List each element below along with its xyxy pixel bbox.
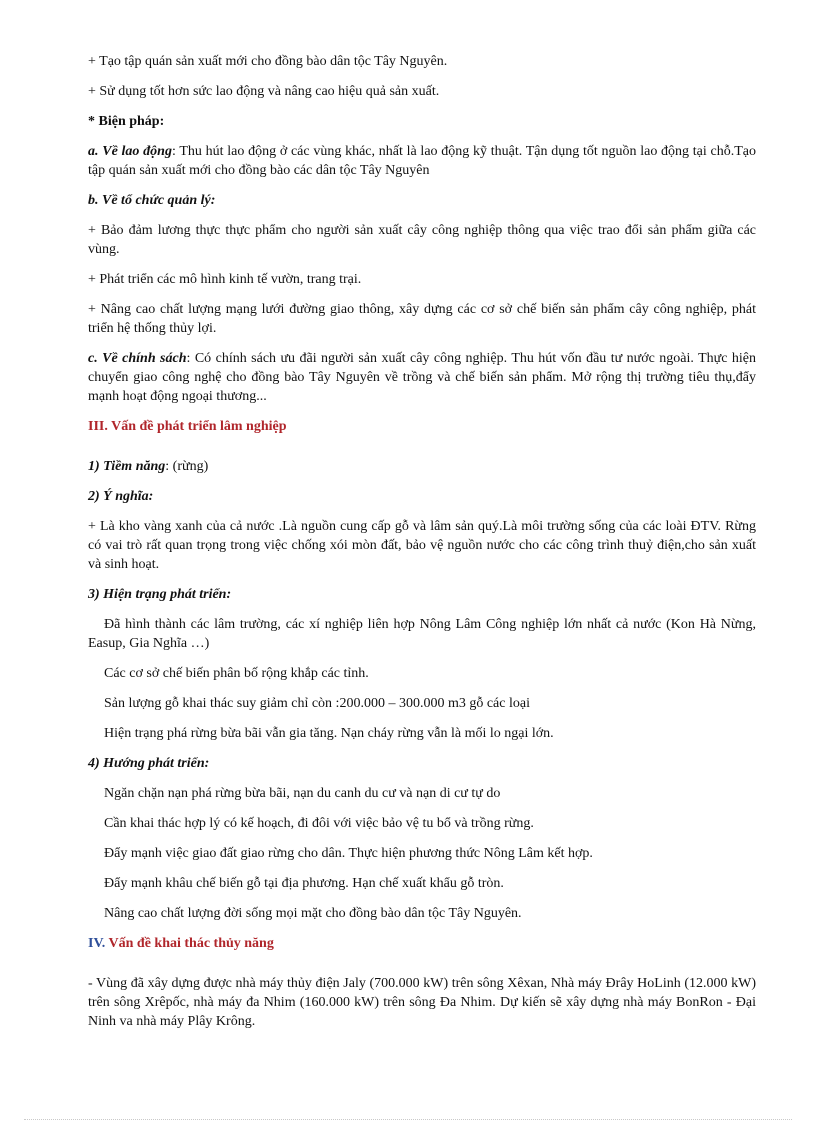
paragraph: + Sử dụng tốt hơn sức lao động và nâng cao hiệu quả sản xuất.	[88, 84, 440, 99]
paragraph: Sản lượng gỗ khai thác suy giảm chỉ còn :200.000 – 300.000 m3 gỗ các loại	[104, 696, 530, 711]
paragraph: + Bảo đảm lương thực thực phẩm cho người sản xuất cây công nghiệp thông qua việc trao đổi sản phẩm giữa các vùng.	[88, 223, 756, 257]
paragraph-tiem-nang: 1) Tiềm năng: (rừng)	[88, 459, 209, 474]
paragraph: Ngăn chặn nạn phá rừng bừa bãi, nạn du canh du cư và nạn di cư tự do	[104, 786, 501, 801]
paragraph: Hiện trạng phá rừng bừa bãi vẫn gia tăng. Nạn cháy rừng vẫn là mối lo ngại lớn.	[104, 726, 554, 741]
section-heading-iii: III. Vấn đề phát triển lâm nghiệp	[88, 419, 287, 434]
paragraph-lao-dong: a. Về lao động: Thu hút lao động ở các vùng khác, nhất là lao động kỹ thuật. Tận dụng tốt nguồn lao động tại chỗ.Tạo tập quán sản xuất mới cho đồng bào các dân tộc Tây Nguyên	[88, 144, 757, 178]
subheading-hien-trang: 3) Hiện trạng phát triển:	[88, 587, 232, 602]
paragraph: + Tạo tập quán sản xuất mới cho đồng bào dân tộc Tây Nguyên.	[88, 54, 448, 69]
paragraph-chinh-sach: c. Về chính sách: Có chính sách ưu đãi người sản xuất cây công nghiệp. Thu hút vốn đầu tư nước ngoài. Thực hiện chuyển giao công nghệ cho đồng bào Tây Nguyên về trồng và chế biến sản phẩm. Mở rộng thị trường tiêu thụ,đẩy mạnh hoạt động ngoại thương...	[88, 351, 756, 404]
document-body	[88, 52, 756, 1042]
subheading-huong-phat-trien: 4) Hướng phát triển:	[88, 756, 210, 771]
paragraph: Đã hình thành các lâm trường, các xí nghiệp liên hợp Nông Lâm Công nghiệp lớn nhất cả nước (Kon Hà Nừng, Easup, Gia Nghĩa …)	[88, 617, 756, 651]
paragraph: Nâng cao chất lượng đời sống mọi mặt cho đồng bào dân tộc Tây Nguyên.	[104, 906, 522, 921]
paragraph: Đẩy mạnh việc giao đất giao rừng cho dân. Thực hiện phương thức Nông Lâm kết hợp.	[104, 846, 593, 861]
section-heading-iv: IV. Vấn đề khai thác thủy năng	[88, 936, 274, 951]
subheading-y-nghia: 2) Ý nghĩa:	[88, 489, 154, 504]
subheading-tiem-nang: 1) Tiềm năng	[88, 459, 166, 474]
paragraph: Cần khai thác hợp lý có kế hoạch, đi đôi với việc bảo vệ tu bổ và trồng rừng.	[104, 816, 534, 831]
subheading-to-chuc: b. Về tổ chức quản lý:	[88, 193, 216, 208]
paragraph: + Phát triển các mô hình kinh tế vườn, trang trại.	[88, 272, 362, 287]
paragraph: + Là kho vàng xanh của cả nước .Là nguồn cung cấp gỗ và lâm sản quý.Là môi trường sống của các loài ĐTV. Rừng có vai trò rất quan trọng trong việc chống xói mòn đất, bảo vệ nguồn nước cho các công trình thuỷ điện,cho sản xuất và sinh hoạt.	[88, 519, 756, 572]
heading-bien-phap: * Biện pháp:	[88, 114, 165, 129]
subheading-lao-dong: a. Về lao động	[88, 144, 172, 159]
paragraph: Các cơ sở chế biến phân bố rộng khắp các tỉnh.	[104, 666, 369, 681]
paragraph: Đẩy mạnh khâu chế biến gỗ tại địa phương. Hạn chế xuất khẩu gỗ tròn.	[104, 876, 504, 891]
paragraph: + Nâng cao chất lượng mạng lưới đường giao thông, xây dựng các cơ sở chế biến sản phẩm cây công nghiệp, phát triển hệ thống thủy lợi.	[88, 302, 756, 336]
page-bottom-divider	[24, 1119, 792, 1120]
subheading-chinh-sach: c. Về chính sách	[88, 351, 187, 366]
paragraph: - Vùng đã xây dựng được nhà máy thủy điện Jaly (700.000 kW) trên sông Xêxan, Nhà máy Đrây HoLinh (12.000 kW) trên sông Xrêpốc, nhà máy đa Nhim (160.000 kW) trên sông Đa Nhim. Dự kiến sẽ xây dựng nhà máy BonRon - Đại Ninh va nhà máy Plây Krông.	[88, 976, 756, 1029]
